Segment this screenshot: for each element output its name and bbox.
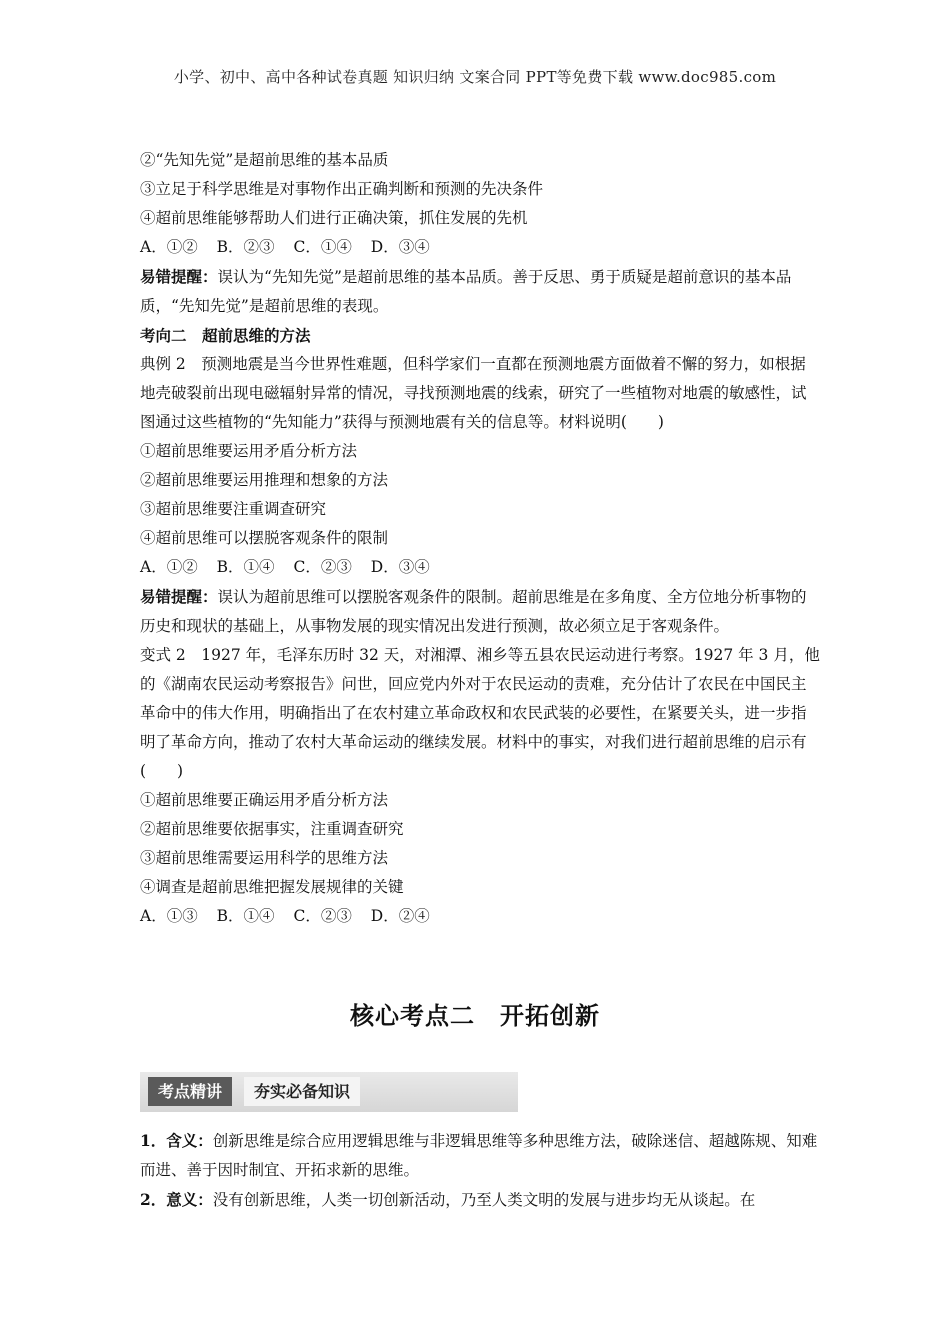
error-tip	[140, 262, 820, 321]
list-item: ①超前思维要正确运用矛盾分析方法	[140, 791, 389, 809]
paragraph-label: 1．含义：	[140, 1131, 213, 1150]
significance-paragraph	[140, 1185, 820, 1215]
paragraph-text: 创新思维是综合应用逻辑思维与非逻辑思维等多种思维方法，破除迷信、超越陈规、知难而进、善于因时制宜、开拓求新的思维。	[140, 1132, 818, 1179]
banner-label-primary: 考点精讲	[148, 1077, 232, 1106]
paragraph-text: 没有创新思维，人类一切创新活动，乃至人类文明的发展与进步均无从谈起。在	[212, 1191, 756, 1209]
option-b: B．②③	[216, 238, 275, 256]
list-item: ④调查是超前思维把握发展规律的关键	[140, 878, 404, 896]
paragraph-label: 2．意义：	[140, 1190, 213, 1209]
option-d: D．③④	[370, 558, 430, 576]
tip-text: 误认为“先知先觉”是超前思维的基本品质。善于反思、勇于质疑是超前意识的基本品质，“先知先觉”是超前思维的表现。	[140, 268, 792, 315]
option-a: A．①③	[140, 907, 198, 925]
tip-label: 易错提醒：	[140, 587, 218, 606]
core-heading: 核心考点二 开拓创新	[350, 1001, 600, 1030]
section-banner	[140, 1072, 518, 1112]
answer-options	[140, 553, 820, 582]
option-b: B．①④	[216, 558, 275, 576]
option-c: C．①④	[293, 238, 352, 256]
error-tip	[140, 582, 820, 641]
variant-text: 变式 2 1927 年，毛泽东历时 32 天，对湘潭、湘乡等五县农民运动进行考察。1927 年 3 月，他的《湖南农民运动考察报告》问世，回应党内外对于农民运动的责难，充分估计了农民在中国民主革命中的伟大作用，明确指出了在农村建立革命政权和农民武装的必要性，在紧要关头，进一步指明了革命方向，推动了农村大革命运动的继续发展。材料中的事实，对我们进行超前思维的启示有( )	[140, 646, 820, 780]
option-c: C．②③	[293, 558, 352, 576]
page-header: 小学、初中、高中各种试卷真题 知识归纳 文案合同 PPT等免费下载 www.doc985.com	[173, 68, 777, 86]
core-content	[140, 1126, 820, 1215]
section-title: 考向二 超前思维的方法	[140, 326, 311, 345]
option-a: A．①②	[140, 558, 198, 576]
tip-text: 误认为超前思维可以摆脱客观条件的限制。超前思维是在多角度、全方位地分析事物的历史和现状的基础上，从事物发展的现实情况出发进行预测，故必须立足于客观条件。	[140, 588, 807, 635]
definition-paragraph	[140, 1126, 820, 1185]
list-item: ②超前思维要依据事实，注重调查研究	[140, 820, 404, 838]
option-d: D．③④	[370, 238, 430, 256]
list-item: ③立足于科学思维是对事物作出正确判断和预测的先决条件	[140, 180, 544, 198]
option-c: C．②③	[293, 907, 352, 925]
main-content	[140, 146, 820, 931]
example-text: 典例 2 预测地震是当今世界性难题，但科学家们一直都在预测地震方面做着不懈的努力，如根据地壳破裂前出现电磁辐射异常的情况，寻找预测地震的线索，研究了一些植物对地震的敏感性，试图通过这些植物的“先知能力”获得与预测地震有关的信息等。材料说明( )	[140, 355, 807, 431]
answer-options	[140, 902, 820, 931]
option-d: D．②④	[370, 907, 430, 925]
list-item: ②“先知先觉”是超前思维的基本品质	[140, 151, 389, 169]
list-item: ①超前思维要运用矛盾分析方法	[140, 442, 358, 460]
tip-label: 易错提醒：	[140, 267, 218, 286]
list-item: ③超前思维要注重调查研究	[140, 500, 327, 518]
banner-label-secondary: 夯实必备知识	[244, 1077, 360, 1106]
answer-options	[140, 233, 820, 262]
option-b: B．①④	[216, 907, 275, 925]
list-item: ②超前思维要运用推理和想象的方法	[140, 471, 389, 489]
list-item: ④超前思维能够帮助人们进行正确决策，抓住发展的先机	[140, 209, 528, 227]
list-item: ④超前思维可以摆脱客观条件的限制	[140, 529, 389, 547]
list-item: ③超前思维需要运用科学的思维方法	[140, 849, 389, 867]
option-a: A．①②	[140, 238, 198, 256]
